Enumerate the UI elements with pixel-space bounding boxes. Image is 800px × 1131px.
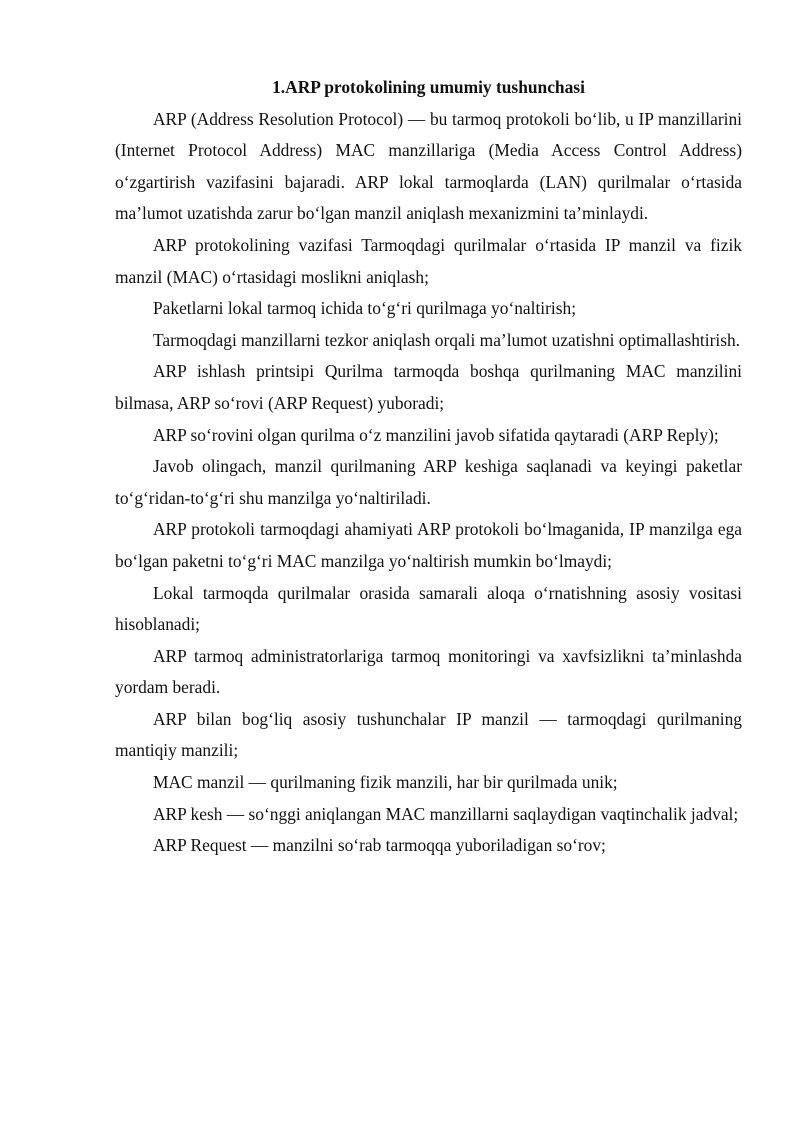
paragraph-yonaltirish: Paketlarni lokal tarmoq ichida to‘g‘ri qurilmaga yo‘naltirish;: [153, 298, 577, 319]
paragraph-ip-manzil: ARP bilan bog‘liq asosiy tushunchalar IP manzil — tarmoqdagi qurilmaning mantiqiy manzili;: [115, 708, 742, 761]
paragraph-arp-reply: ARP so‘rovini olgan qurilma o‘z manzilini javob sifatida qaytaradi (ARP Reply);: [153, 424, 719, 445]
paragraph-mac-manzil: MAC manzil — qurilmaning fizik manzili, har bir qurilmada unik;: [153, 772, 618, 793]
page-title: 1.ARP protokolining umumiy tushunchasi: [272, 77, 585, 97]
paragraph-arp-kesh: ARP kesh — so‘nggi aniqlangan MAC manzillarni saqlaydigan vaqtinchalik jadval;: [153, 803, 739, 824]
paragraph-arp-request: ARP Request — manzilni so‘rab tarmoqqa yuboriladigan so‘rov;: [153, 835, 606, 856]
paragraph-ishlash-printsipi: ARP ishlash printsipi Qurilma tarmoqda boshqa qurilmaning MAC manzilini bilmasa, ARP so‘rovi (ARP Request) yuboradi;: [115, 361, 742, 413]
paragraph-administratorlar: ARP tarmoq administratorlariga tarmoq monitoringi va xavfsizlikni ta’minlashda yordam beradi.: [115, 645, 742, 698]
paragraph-optimallashtirish: Tarmoqdagi manzillarni tezkor aniqlash orqali ma’lumot uzatishni optimallashtirish.: [153, 329, 741, 350]
paragraph-ahamiyati: ARP protokoli tarmoqdagi ahamiyati ARP protokoli bo‘lmaganida, IP manzilga ega bo‘lgan paketni to‘g‘ri MAC manzilga yo‘naltirish mumkin bo‘lmaydi;: [115, 519, 742, 571]
paragraph-arp-kesh-saqlash: Javob olingach, manzil qurilmaning ARP keshiga saqlanadi va keyingi paketlar to‘g‘ridan-to‘g‘ri shu manzilga yo‘naltiriladi.: [115, 456, 742, 508]
paragraph-aloqa: Lokal tarmoqda qurilmalar orasida samarali aloqa o‘rnatishning asosiy vositasi hisoblanadi;: [115, 582, 742, 635]
paragraph-intro: ARP (Address Resolution Protocol) — bu tarmoq protokoli bo‘lib, u IP manzillarini (Internet Protocol Address) MAC manzillariga (Media Access Control Address) o‘zgartirish vazifasini bajaradi. ARP lokal tarmoqlarda (LAN) qurilmalar o‘rtasida ma’lumot uzatishda zarur bo‘lgan manzil aniqlash mexanizmini ta’minlaydi.: [115, 108, 742, 224]
document-page: [115, 72, 742, 862]
paragraph-vazifasi: ARP protokolining vazifasi Tarmoqdagi qurilmalar o‘rtasida IP manzil va fizik manzil (MAC) o‘rtasidagi moslikni aniqlash;: [115, 234, 742, 287]
